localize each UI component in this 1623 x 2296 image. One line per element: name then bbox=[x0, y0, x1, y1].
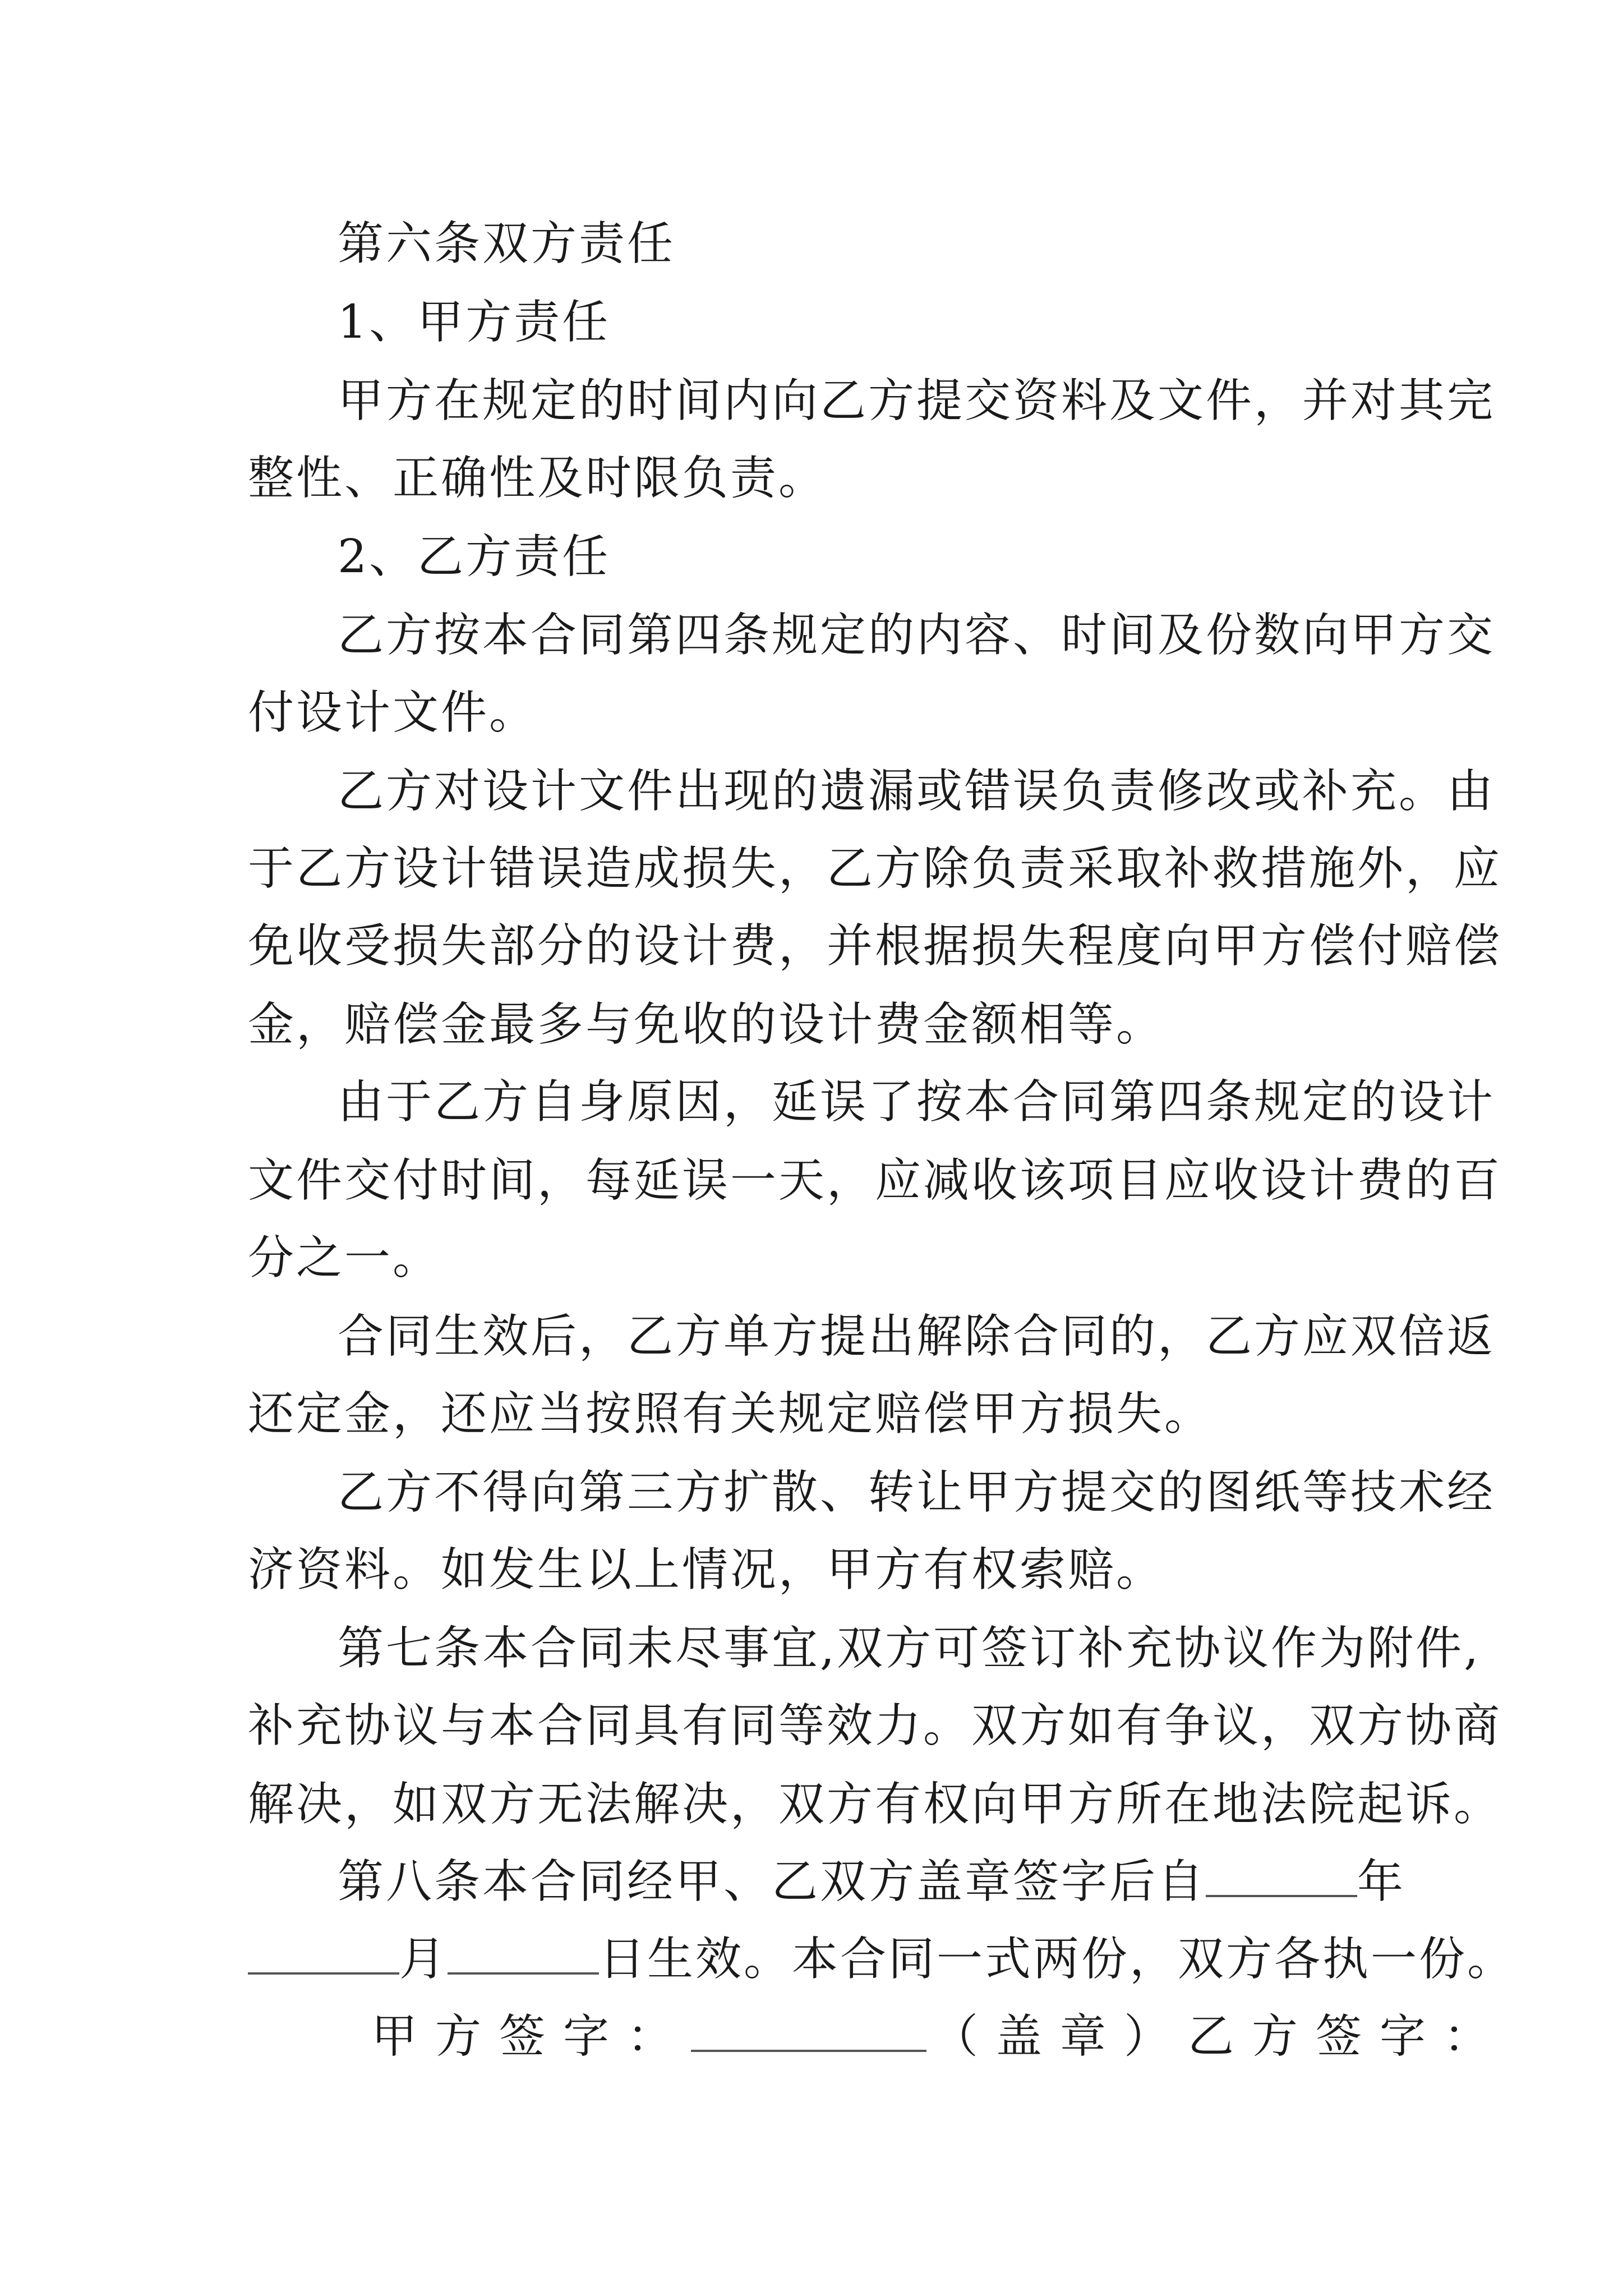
article-8-text: 第八条本合同经甲、乙双方盖章签字后自 bbox=[338, 1855, 1206, 1908]
paragraph-line: 乙方按本合同第四条规定的内容、时间及份数向甲方交 bbox=[338, 609, 1496, 662]
effective-date-line bbox=[248, 1917, 1516, 2001]
paragraph-line: 乙方对设计文件出现的遗漏或错误负责修改或补充。由 bbox=[338, 765, 1496, 818]
paragraph-line: 济资料。如发生以上情况，甲方有权索赔。 bbox=[248, 1543, 1165, 1596]
paragraph-line: 乙方不得向第三方扩散、转让甲方提交的图纸等技术经 bbox=[338, 1466, 1496, 1519]
party-b-duty-heading: 2、乙方责任 bbox=[338, 530, 611, 583]
paragraph-line: 整性、正确性及时限负责。 bbox=[248, 452, 827, 505]
paragraph-line: 付设计文件。 bbox=[248, 686, 538, 739]
effective-text: 日生效。本合同一式两份，双方各执一份。 bbox=[599, 1932, 1516, 1986]
paragraph-line: 补充协议与本合同具有同等效力。双方如有争议，双方协商 bbox=[248, 1699, 1502, 1752]
party-a-signature-blank bbox=[691, 2014, 926, 2052]
article-7-line: 第七条本合同未尽事宜,双方可签订补充协议作为附件, bbox=[338, 1622, 1481, 1675]
article-8-line bbox=[338, 1840, 1406, 1924]
year-blank bbox=[1206, 1859, 1357, 1897]
seal-party-b-label: （盖章）乙方签字： bbox=[932, 2010, 1508, 2063]
paragraph-line: 甲方在规定的时间内向乙方提交资料及文件，并对其完 bbox=[338, 374, 1496, 427]
paragraph-line: 金，赔偿金最多与免收的设计费金额相等。 bbox=[248, 998, 1165, 1051]
signature-line bbox=[371, 1995, 1508, 2079]
day-blank bbox=[448, 1936, 599, 1975]
year-label: 年 bbox=[1357, 1855, 1406, 1908]
paragraph-line: 免收受损失部分的设计费，并根据损失程度向甲方偿付赔偿 bbox=[248, 919, 1502, 973]
paragraph-line: 合同生效后，乙方单方提出解除合同的，乙方应双倍返 bbox=[338, 1310, 1496, 1363]
paragraph-line: 分之一。 bbox=[248, 1231, 441, 1285]
party-a-signature-label: 甲方签字： bbox=[371, 2010, 691, 2063]
party-a-duty-heading: 1、甲方责任 bbox=[338, 296, 611, 349]
paragraph-line: 还定金，还应当按照有关规定赔偿甲方损失。 bbox=[248, 1387, 1213, 1441]
paragraph-line: 解决，如双方无法解决，双方有权向甲方所在地法院起诉。 bbox=[248, 1778, 1502, 1831]
month-label: 月 bbox=[399, 1932, 448, 1986]
article-6-heading: 第六条双方责任 bbox=[338, 217, 676, 270]
month-blank bbox=[248, 1936, 399, 1975]
paragraph-line: 于乙方设计错误造成损失，乙方除负责采取补救措施外，应 bbox=[248, 842, 1502, 895]
paragraph-line: 文件交付时间，每延误一天，应减收该项目应收设计费的百 bbox=[248, 1154, 1502, 1207]
paragraph-line: 由于乙方自身原因，延误了按本合同第四条规定的设计 bbox=[338, 1075, 1496, 1129]
